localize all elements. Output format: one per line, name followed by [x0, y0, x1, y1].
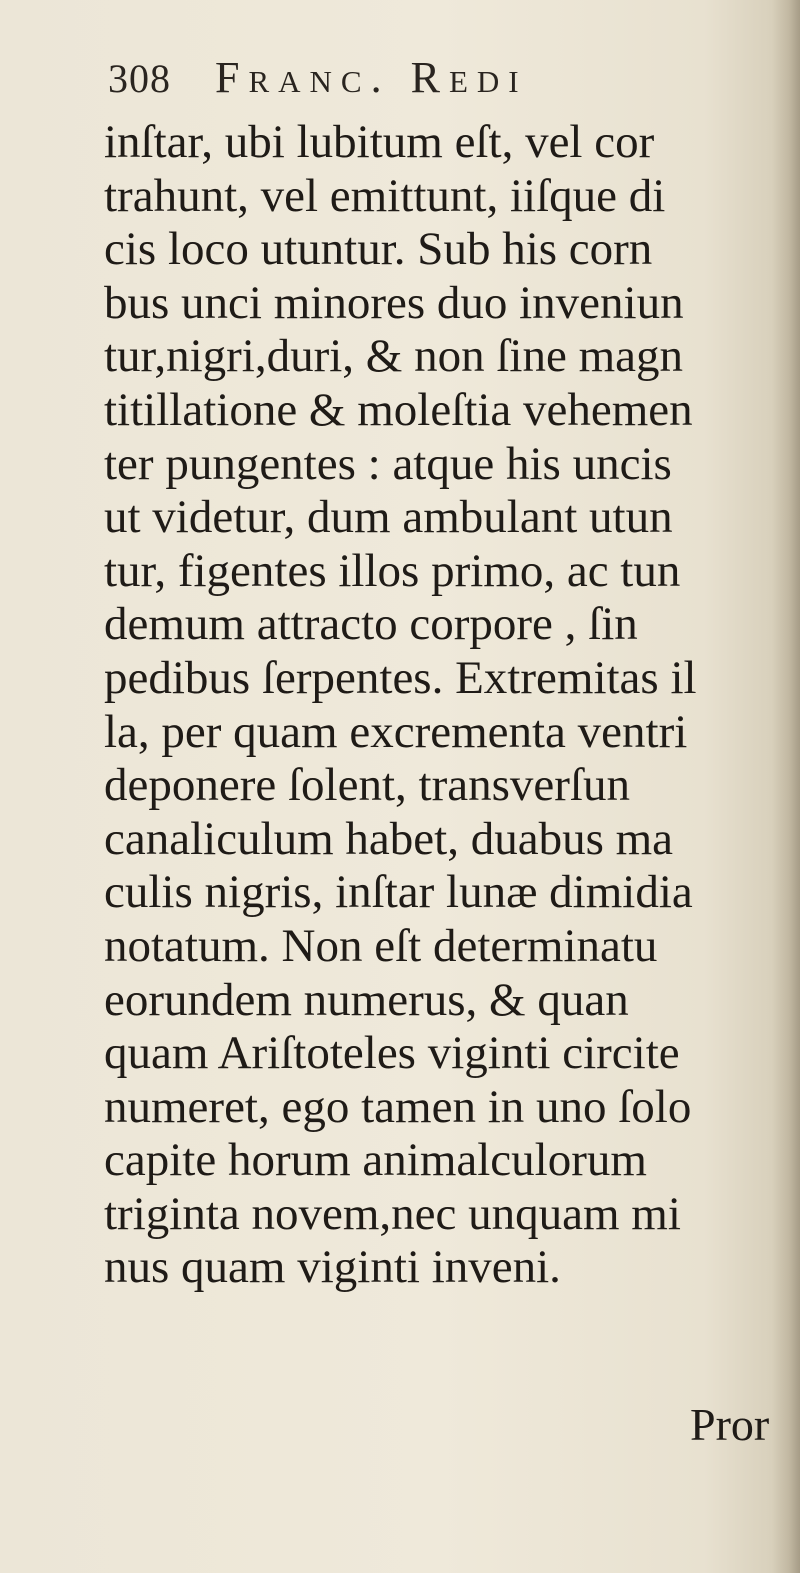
text-line: trahunt, vel emittunt, iiſque di: [104, 169, 666, 222]
text-line: titillatione & moleſtia vehemen: [104, 383, 693, 436]
text-line: triginta novem,nec unquam mi: [104, 1187, 681, 1240]
text-line: ter pungentes : atque his uncis: [104, 437, 672, 490]
text-line: deponere ſolent, transverſun: [104, 759, 630, 812]
text-line: nus quam viginti inveni.: [104, 1241, 561, 1294]
text-line: tur,nigri,duri, & non ſine magn: [104, 330, 684, 383]
page-number: 308: [108, 56, 171, 101]
text-line: cis loco utuntur. Sub his corn: [104, 223, 653, 276]
text-line: quam Ariſtoteles viginti circite: [104, 1027, 680, 1080]
text-line: eorundem numerus, & quan: [104, 973, 629, 1026]
running-head: Franc. Redi: [215, 53, 528, 102]
text-line: ut videtur, dum ambulant utun: [104, 491, 673, 544]
text-line: tur, figentes illos primo, ac tun: [104, 544, 681, 597]
text-line: culis nigris, inſtar lunæ dimidia: [104, 866, 693, 919]
text-line: capite horum animalculorum: [104, 1134, 647, 1187]
text-line: numeret, ego tamen in uno ſolo: [104, 1080, 692, 1133]
text-line: bus unci minores duo inveniun: [104, 276, 684, 329]
body-text: [104, 116, 794, 1295]
text-line: notatum. Non eſt determinatu: [104, 919, 658, 972]
text-line: pedibus ſerpentes. Extremitas il: [104, 651, 697, 704]
text-line: inſtar, ubi lubitum eſt, vel cor: [104, 116, 655, 168]
text-line: demum attracto corpore , ſin: [104, 598, 638, 651]
text-line: la, per quam excrementa ventri: [104, 705, 688, 758]
text-line: canaliculum habet, duabus ma: [104, 812, 674, 865]
page-header: [108, 52, 728, 112]
catchword: Pror: [690, 1399, 770, 1450]
